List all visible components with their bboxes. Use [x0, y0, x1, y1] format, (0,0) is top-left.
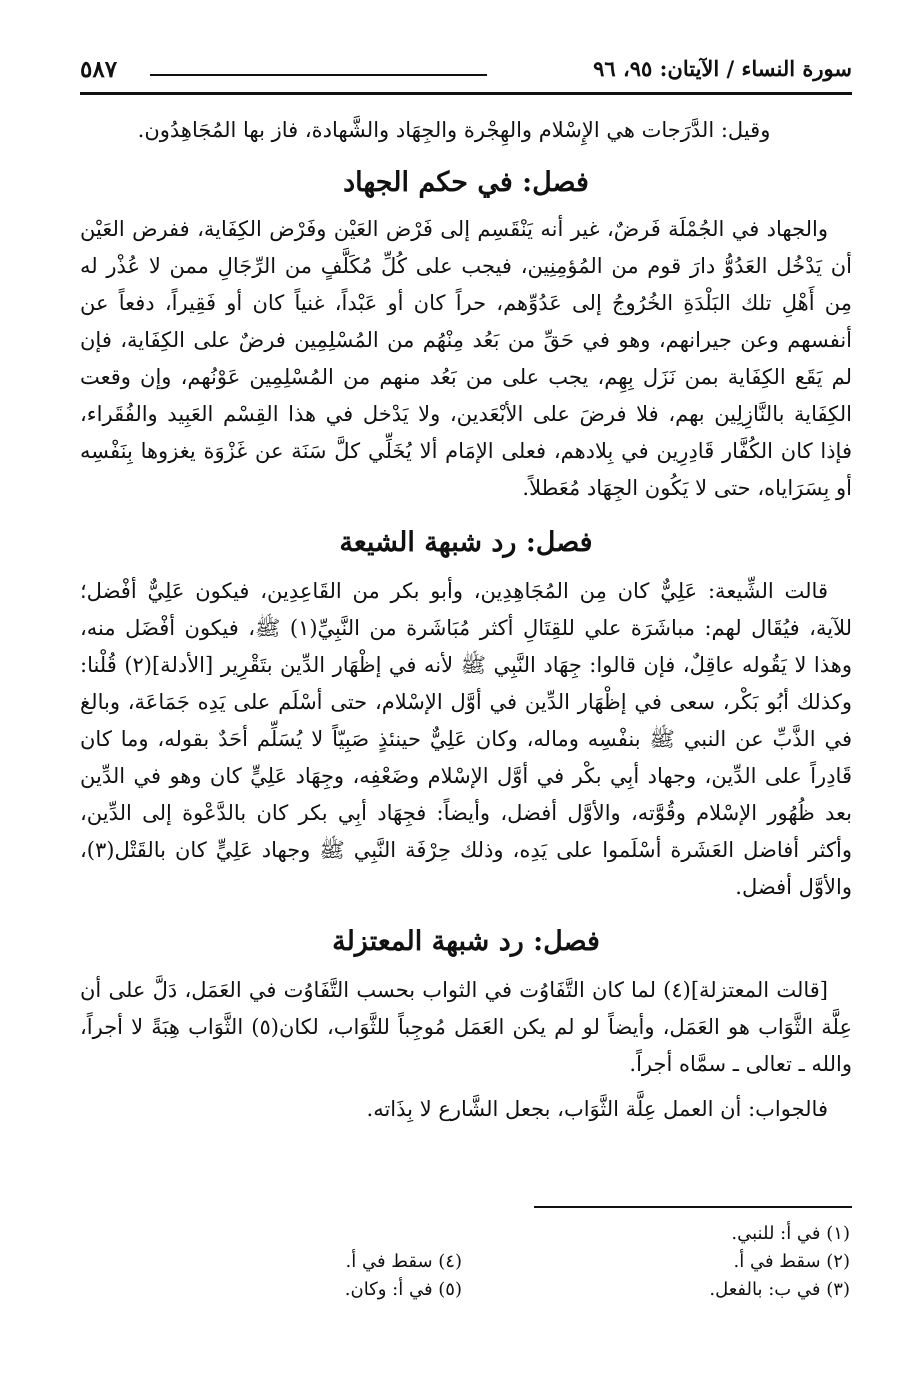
footnote-column-left	[345, 1248, 462, 1304]
mutazila-rebuttal-paragraph: [قالت المعتزلة](٤) لما كان التَّفَاوُت في الثواب بحسب التَّفَاوُت في العَمَل، دَلَّ على أن عِلَّة الثَّوَاب هو العَمَل، وأيضاً لو لم يكن العَمَل مُوجِباً للثَّوَاب، لكان(٥) الثَّوَاب هِبَةً لا أجراً، والله ـ تعالى ـ سمَّاه أجراً.	[80, 978, 852, 1076]
running-title: سورة النساء / الآيتان: ٩٥، ٩٦	[593, 56, 852, 81]
jihad-ruling-paragraph: والجهاد في الجُمْلَة فَرضٌ، غير أنه يَنْقَسِم إلى فَرْض العَيْن وفَرْض الكِفَاية، ففرض العَيْن أن يَدْخُل العَدُوُّ دارَ قوم من المُؤمِنِين، فيجب على كُلِّ مُكَلَّفٍ من الرِّجَالِ ممن لا عُذْر له مِن أَهْلِ تلك البَلْدَةِ الخُرُوجُ إلى عَدُوِّهم، حراً كان أو عَبْداً، غنياً كان أو فَقِيراً، دفعاً عن أنفسهم وعن جيرانهم، وهو في حَقِّ من بَعُد مِنْهُم من المُسْلِمِين فرضٌ على الكِفَاية، فإن لم يَقَع الكِفَاية بمن نَزَل بِهِم، يجب على من بَعُد منهم من المُسْلِمِين عَوْنُهم، وإن وقعت الكِفَاية بالنَّازِلِين بهم، فلا فرضَ على الأبْعَدين، ولا يَدْخل في هذا القِسْم العَبِيد والفُقَراء، فإذا كان الكُفَّار قَادِرِين في بِلادهم، فعلى الإمَام ألا يُخَلِّي كلَّ سَنَة عن غَزْوَة يغزوها بِنَفْسِه أو بِسَرَاياه، حتى لا يَكُون الجِهَاد مُعَطلاً.	[80, 217, 852, 500]
footnote-2: (٢) سقط في أ.	[733, 1251, 850, 1272]
page-number: ٥٨٧	[80, 56, 118, 83]
footnote-5: (٥) في أ: وكان.	[344, 1279, 462, 1300]
paragraph-gap	[80, 1083, 852, 1091]
header-dash-line	[150, 74, 487, 76]
section-heading-mutazila-rebuttal: فصل: رد شبهة المعتزلة	[332, 926, 600, 957]
footnote-3: (٣) في ب: بالفعل.	[709, 1279, 850, 1300]
answer-paragraph: فالجواب: أن العمل عِلَّة الثَّوَاب، بجعل الشَّارع لا بِذَاته.	[366, 1097, 828, 1121]
header-rule	[80, 92, 852, 95]
shia-rebuttal-paragraph: قالت الشِّيعة: عَلِيٌّ كان مِن المُجَاهِدِين، وأبو بكر من القَاعِدِين، فيكون عَلِيٌّ أفْضل؛ للآية، فيُقَال لهم: مباشَرَة علي للقِتَالِ أكثر مُبَاشَرة من النَّبِيِّ(١) ﷺ، فيكون أفْضَل منه، وهذا لا يَقُوله عاقِلٌ، فإن قالوا: جِهَاد النَّبِي ﷺ لأنه في إظْهَار الدِّين بتَقْرِير [الأدلة](٢) قُلْنا: وكذلك أبُو بَكْر، سعى في إظْهَار الدِّين في أوَّل الإسْلام، حتى أسْلَم على يَدِه جَمَاعَة، وبالغ في الذَّبِّ عن النبي ﷺ بنفْسِه وماله، وكان عَلِيٌّ حينئذٍ صَبِيّاً لا يُسَلِّم أحَدٌ بقوله، وما كان قَادِراً على الدِّين، وجهاد أبِي بكْر في أوَّل الإسْلام وضَعْفِه، وجِهَاد عَلِيٍّ كان وهو في الدِّين بعد ظُهُور الإسْلام وقُوَّته، والأوَّل أفضل، وأيضاً: فجِهَاد أبِي بكر كان بالدَّعْوة إلى الدِّين، وأكثر أفاضل العَشَرة أسْلَموا على يَدِه، وذلك حِرْفَة النَّبِي ﷺ وجهاد عَلِيٍّ كان بالقَتْل(٣)، والأوَّل أفضل.	[80, 579, 853, 899]
page-body	[80, 112, 852, 1128]
page-header	[80, 52, 852, 94]
footnote-column-right	[709, 1220, 850, 1304]
footnote-1: (١) في أ: للنبي.	[731, 1223, 850, 1244]
section-heading-jihad-ruling: فصل: في حكم الجهاد	[343, 167, 589, 198]
intro-paragraph: وقيل: الدَّرَجات هي الإِسْلام والهِجْرة والجِهَاد والشَّهادة، فاز بها المُجَاهِدُون.	[137, 118, 771, 142]
footnote-rule	[534, 1206, 852, 1208]
section-heading-shia-rebuttal: فصل: رد شبهة الشيعة	[339, 527, 593, 558]
footnote-4: (٤) سقط في أ.	[345, 1251, 462, 1272]
